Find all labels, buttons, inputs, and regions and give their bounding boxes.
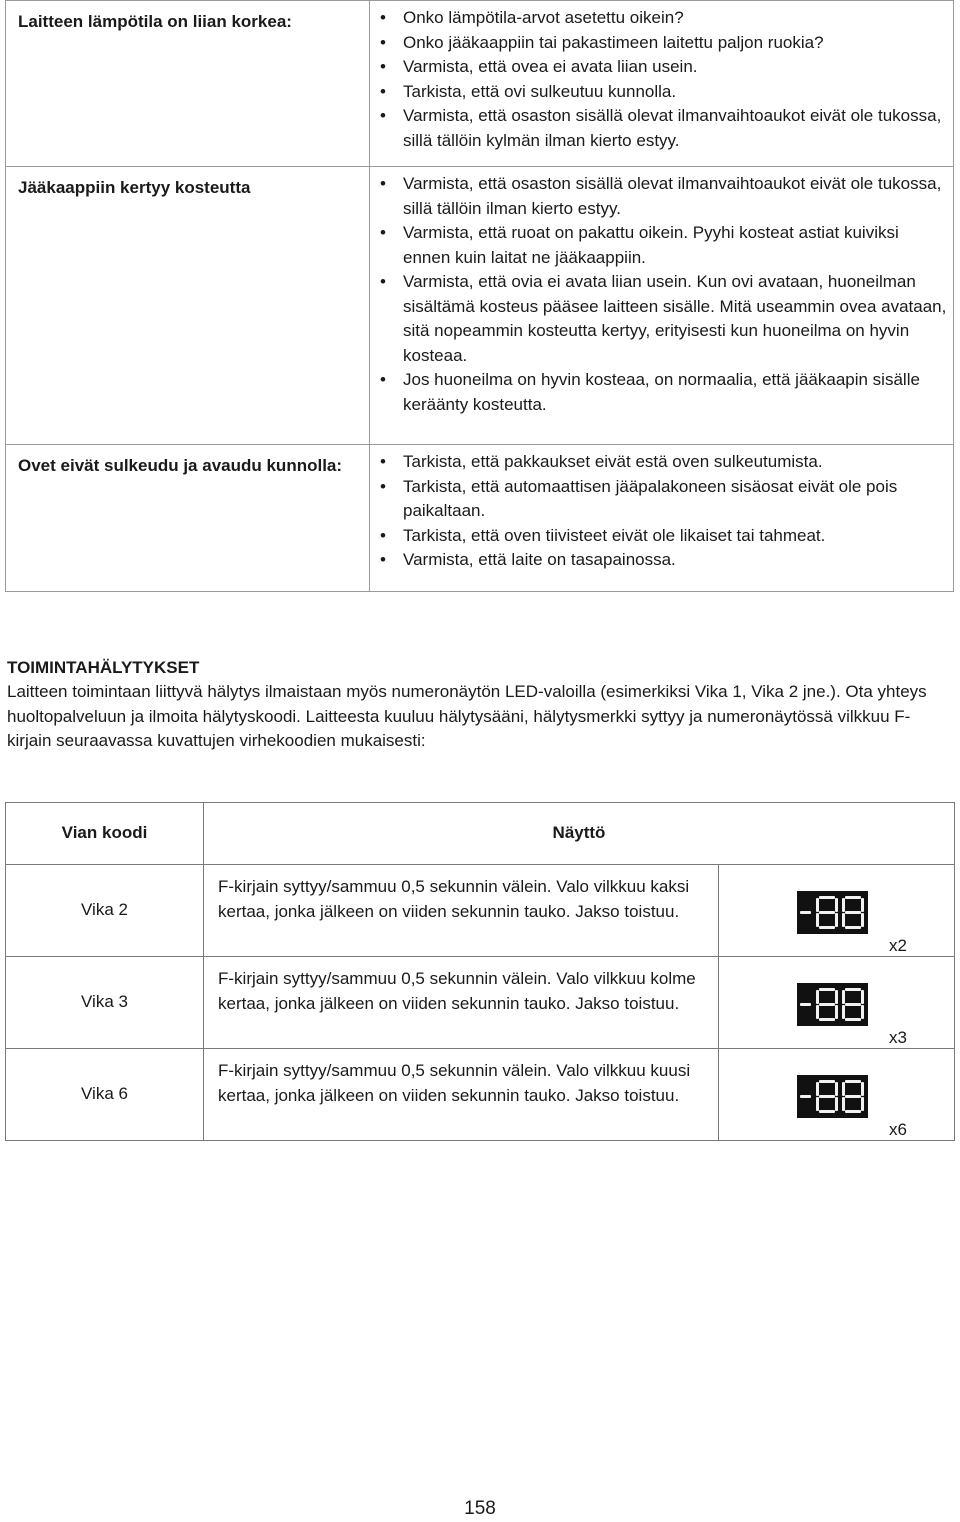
list-item-text: Onko jääkaappiin tai pakastimeen laitettu paljon ruokia? [403, 32, 824, 52]
page-number: 158 [464, 1498, 496, 1519]
led-segment [800, 1095, 811, 1098]
list-item-text: Varmista, että osaston sisällä olevat ilmanvaihtoaukot eivät ole tukossa, sillä tällöin ilman kierto estyy. [403, 174, 942, 218]
list-item [374, 368, 947, 417]
led-segment [861, 913, 864, 927]
solutions-list [374, 450, 947, 573]
led-segment [819, 1003, 835, 1006]
list-item [374, 6, 947, 31]
bullet-icon: • [380, 57, 386, 76]
led-segment [816, 898, 819, 912]
solutions-cell [370, 445, 954, 592]
list-item [374, 104, 947, 153]
led-segment [861, 990, 864, 1004]
troubleshooting-table [5, 0, 954, 592]
list-item-text: Onko lämpötila-arvot asetettu oikein? [403, 8, 684, 27]
bullet-icon: • [380, 476, 386, 496]
led-segment [835, 898, 838, 912]
fault-code: Vika 3 [6, 957, 204, 1049]
led-segment [845, 988, 861, 991]
bullet-icon: • [380, 81, 386, 101]
solutions-list [374, 6, 947, 153]
led-segment [845, 1095, 861, 1098]
list-item-text: Tarkista, että ovi sulkeutuu kunnolla. [403, 81, 677, 101]
display-cell [719, 865, 955, 957]
blink-count: x3 [889, 1028, 907, 1047]
table-row [6, 1049, 955, 1141]
led-segment [845, 896, 861, 899]
led-segment [816, 990, 819, 1004]
led-digits [797, 891, 868, 934]
fault-code: Vika 2 [6, 865, 204, 957]
led-segment [835, 1005, 838, 1019]
fault-description: F-kirjain syttyy/sammuu 0,5 sekunnin välein. Valo vilkkuu kolme kertaa, jonka jälkeen on viiden sekunnin tauko. Jakso toistuu. [204, 957, 719, 1049]
list-item [374, 548, 947, 573]
table-row [6, 957, 955, 1049]
led-digits [797, 983, 868, 1026]
led-segment [819, 988, 835, 991]
led-segment [845, 1080, 861, 1083]
solutions-cell [370, 1, 954, 167]
troubleshooting-row [6, 445, 954, 592]
led-segment [816, 913, 819, 927]
display-cell [719, 957, 955, 1049]
led-segment [800, 1003, 811, 1006]
led-segment [845, 926, 861, 929]
led-segment [842, 1005, 845, 1019]
column-header-display: Näyttö [204, 803, 955, 865]
led-segment [819, 1080, 835, 1083]
led-segment [816, 1097, 819, 1111]
section-title: TOIMINTAHÄLYTYKSET [7, 658, 200, 677]
led-segment [800, 911, 811, 914]
list-item-text: Varmista, että ovia ei avata liian usein. Kun ovi avataan, huoneilman sisältämä kosteus pääsee laitteen sisälle. Mitä useammin ovea avataan, sitä nopeammin kosteutta kertyy, erityisesti kun huoneilma on hyvin kosteaa. [403, 272, 947, 365]
section-body: Laitteen toimintaan liittyvä hälytys ilmaistaan myös numeronäytön LED-valoilla (esimerkiksi Vika 1, Vika 2 jne.). Ota yhteys huoltopalveluun ja ilmoita hälytyskoodi. Laitteesta kuuluu hälytysääni, hälytysmerkki syttyy ja numeronäytössä vilkkuu F-kirjain seuraavassa kuvattujen virhekoodien mukaisesti: [7, 682, 927, 750]
led-segment [835, 990, 838, 1004]
list-item-text: Tarkista, että automaattisen jääpalakoneen sisäosat eivät ole pois paikaltaan. [403, 476, 898, 520]
led-segment [819, 926, 835, 929]
list-item [374, 55, 947, 80]
led-segment [842, 1082, 845, 1096]
led-segment [845, 1018, 861, 1021]
troubleshooting-row [6, 167, 954, 445]
list-item [374, 450, 947, 475]
fault-description: F-kirjain syttyy/sammuu 0,5 sekunnin välein. Valo vilkkuu kaksi kertaa, jonka jälkeen on viiden sekunnin tauko. Jakso toistuu. [204, 865, 719, 957]
list-item-text: Varmista, että laite on tasapainossa. [403, 550, 676, 569]
list-item-text: Tarkista, että oven tiivisteet eivät ole likaiset tai tahmeat. [403, 525, 826, 545]
led-segment [861, 1082, 864, 1096]
led-segment [816, 1005, 819, 1019]
led-segment [819, 1110, 835, 1113]
fault-description: F-kirjain syttyy/sammuu 0,5 sekunnin välein. Valo vilkkuu kuusi kertaa, jonka jälkeen on viiden sekunnin tauko. Jakso toistuu. [204, 1049, 719, 1141]
led-segment [861, 898, 864, 912]
fault-code-table [5, 802, 955, 1141]
solutions-list [374, 172, 947, 417]
led-segment [819, 1018, 835, 1021]
led-segment [819, 1095, 835, 1098]
led-segment [845, 911, 861, 914]
led-segment [819, 896, 835, 899]
blink-count: x6 [889, 1120, 907, 1139]
bullet-icon: • [380, 550, 386, 569]
troubleshooting-row [6, 1, 954, 167]
blink-count: x2 [889, 936, 907, 955]
table-row [6, 865, 955, 957]
list-item [374, 475, 947, 524]
problem-label: Ovet eivät sulkeudu ja avaudu kunnolla: [6, 445, 370, 592]
list-item-text: Jos huoneilma on hyvin kosteaa, on normaalia, että jääkaapin sisälle keräänty kosteutta. [403, 370, 920, 414]
led-segment-display-icon [797, 891, 868, 934]
display-cell [719, 1049, 955, 1141]
led-segment [816, 1082, 819, 1096]
list-item-text: Varmista, että osaston sisällä olevat ilmanvaihtoaukot eivät ole tukossa, sillä tällöin kylmän ilman kierto estyy. [403, 106, 942, 150]
led-segment [842, 990, 845, 1004]
problem-label: Laitteen lämpötila on liian korkea: [6, 1, 370, 167]
list-item [374, 524, 947, 549]
led-segment [835, 1097, 838, 1111]
column-header-code: Vian koodi [6, 803, 204, 865]
list-item [374, 80, 947, 105]
table-header-row [6, 803, 955, 865]
led-segment [845, 1003, 861, 1006]
bullet-icon: • [380, 106, 386, 125]
led-segment [835, 1082, 838, 1096]
led-segment-display-icon [797, 983, 868, 1026]
list-item [374, 270, 947, 368]
list-item [374, 31, 947, 56]
led-digits [797, 1075, 868, 1118]
list-item-text: Varmista, että ruoat on pakattu oikein. Pyyhi kosteat astiat kuiviksi ennen kuin laitat ne jääkaappiin. [403, 223, 899, 267]
bullet-icon: • [380, 272, 386, 291]
led-segment [861, 1005, 864, 1019]
bullet-icon: • [380, 452, 386, 471]
led-segment [842, 898, 845, 912]
bullet-icon: • [380, 370, 386, 389]
led-segment [842, 1097, 845, 1111]
bullet-icon: • [380, 174, 386, 193]
led-segment [845, 1110, 861, 1113]
bullet-icon: • [380, 8, 386, 27]
list-item [374, 221, 947, 270]
list-item-text: Tarkista, että pakkaukset eivät estä oven sulkeutumista. [403, 452, 823, 471]
bullet-icon: • [380, 223, 386, 242]
led-segment-display-icon [797, 1075, 868, 1118]
led-segment [835, 913, 838, 927]
bullet-icon: • [380, 32, 386, 52]
list-item [374, 172, 947, 221]
solutions-cell [370, 167, 954, 445]
led-segment [842, 913, 845, 927]
problem-label: Jääkaappiin kertyy kosteutta [6, 167, 370, 445]
led-segment [819, 911, 835, 914]
led-segment [861, 1097, 864, 1111]
fault-code: Vika 6 [6, 1049, 204, 1141]
bullet-icon: • [380, 525, 386, 545]
list-item-text: Varmista, että ovea ei avata liian usein. [403, 57, 698, 76]
